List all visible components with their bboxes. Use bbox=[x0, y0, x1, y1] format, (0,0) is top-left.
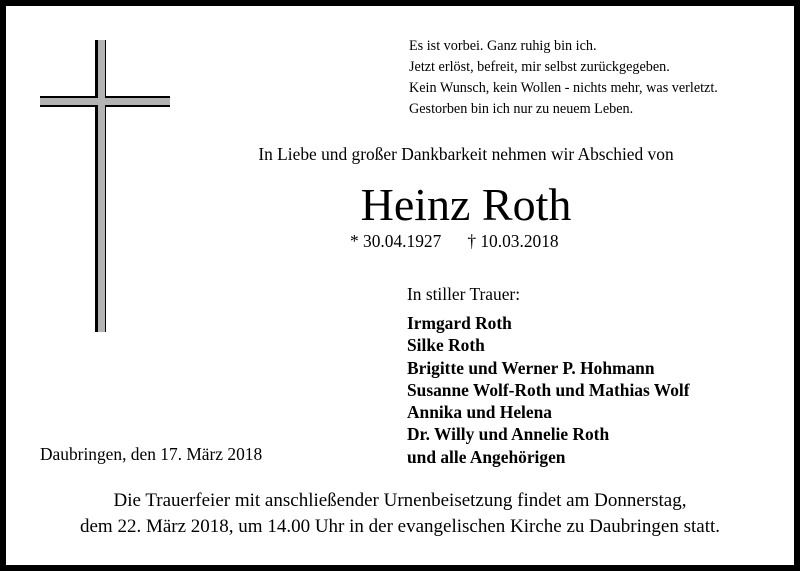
intro-text: In Liebe und großer Dankbarkeit nehmen wir Abschied von bbox=[258, 144, 674, 164]
service-line: Die Trauerfeier mit anschließender Urnenbeisetzung findet am Donnerstag, bbox=[113, 490, 687, 511]
poem-line: Es ist vorbei. Ganz ruhig bin ich. bbox=[409, 38, 597, 54]
mourner: und alle Angehörigen bbox=[407, 446, 566, 467]
death-date: † 10.03.2018 bbox=[467, 231, 559, 251]
mourner: Annika und Helena bbox=[407, 402, 552, 423]
mourner: Irmgard Roth bbox=[407, 313, 512, 333]
service-line: dem 22. März 2018, um 14.00 Uhr in der evangelischen Kirche zu Daubringen statt. bbox=[79, 516, 721, 537]
mourner: Dr. Willy und Annelie Roth bbox=[407, 424, 610, 445]
service-info bbox=[0, 488, 800, 540]
mourner: Silke Roth bbox=[407, 335, 485, 356]
mourners-list bbox=[407, 312, 690, 468]
mourning-title: In stiller Trauer: bbox=[407, 284, 521, 304]
birth-date: * 30.04.1927 bbox=[350, 231, 442, 251]
poem-line: Kein Wunsch, kein Wollen - nichts mehr, was verletzt. bbox=[409, 80, 718, 96]
mourner: Susanne Wolf-Roth und Mathias Wolf bbox=[407, 379, 690, 400]
deceased-name: Heinz Roth bbox=[360, 179, 572, 230]
poem-line: Gestorben bin ich nur zu neuem Leben. bbox=[409, 101, 634, 117]
poem-line: Jetzt erlöst, befreit, mir selbst zurückgegeben. bbox=[409, 59, 670, 75]
place-date: Daubringen, den 17. März 2018 bbox=[40, 444, 263, 464]
poem bbox=[409, 36, 718, 120]
life-dates bbox=[350, 231, 585, 252]
mourner: Brigitte und Werner P. Hohmann bbox=[407, 357, 655, 378]
